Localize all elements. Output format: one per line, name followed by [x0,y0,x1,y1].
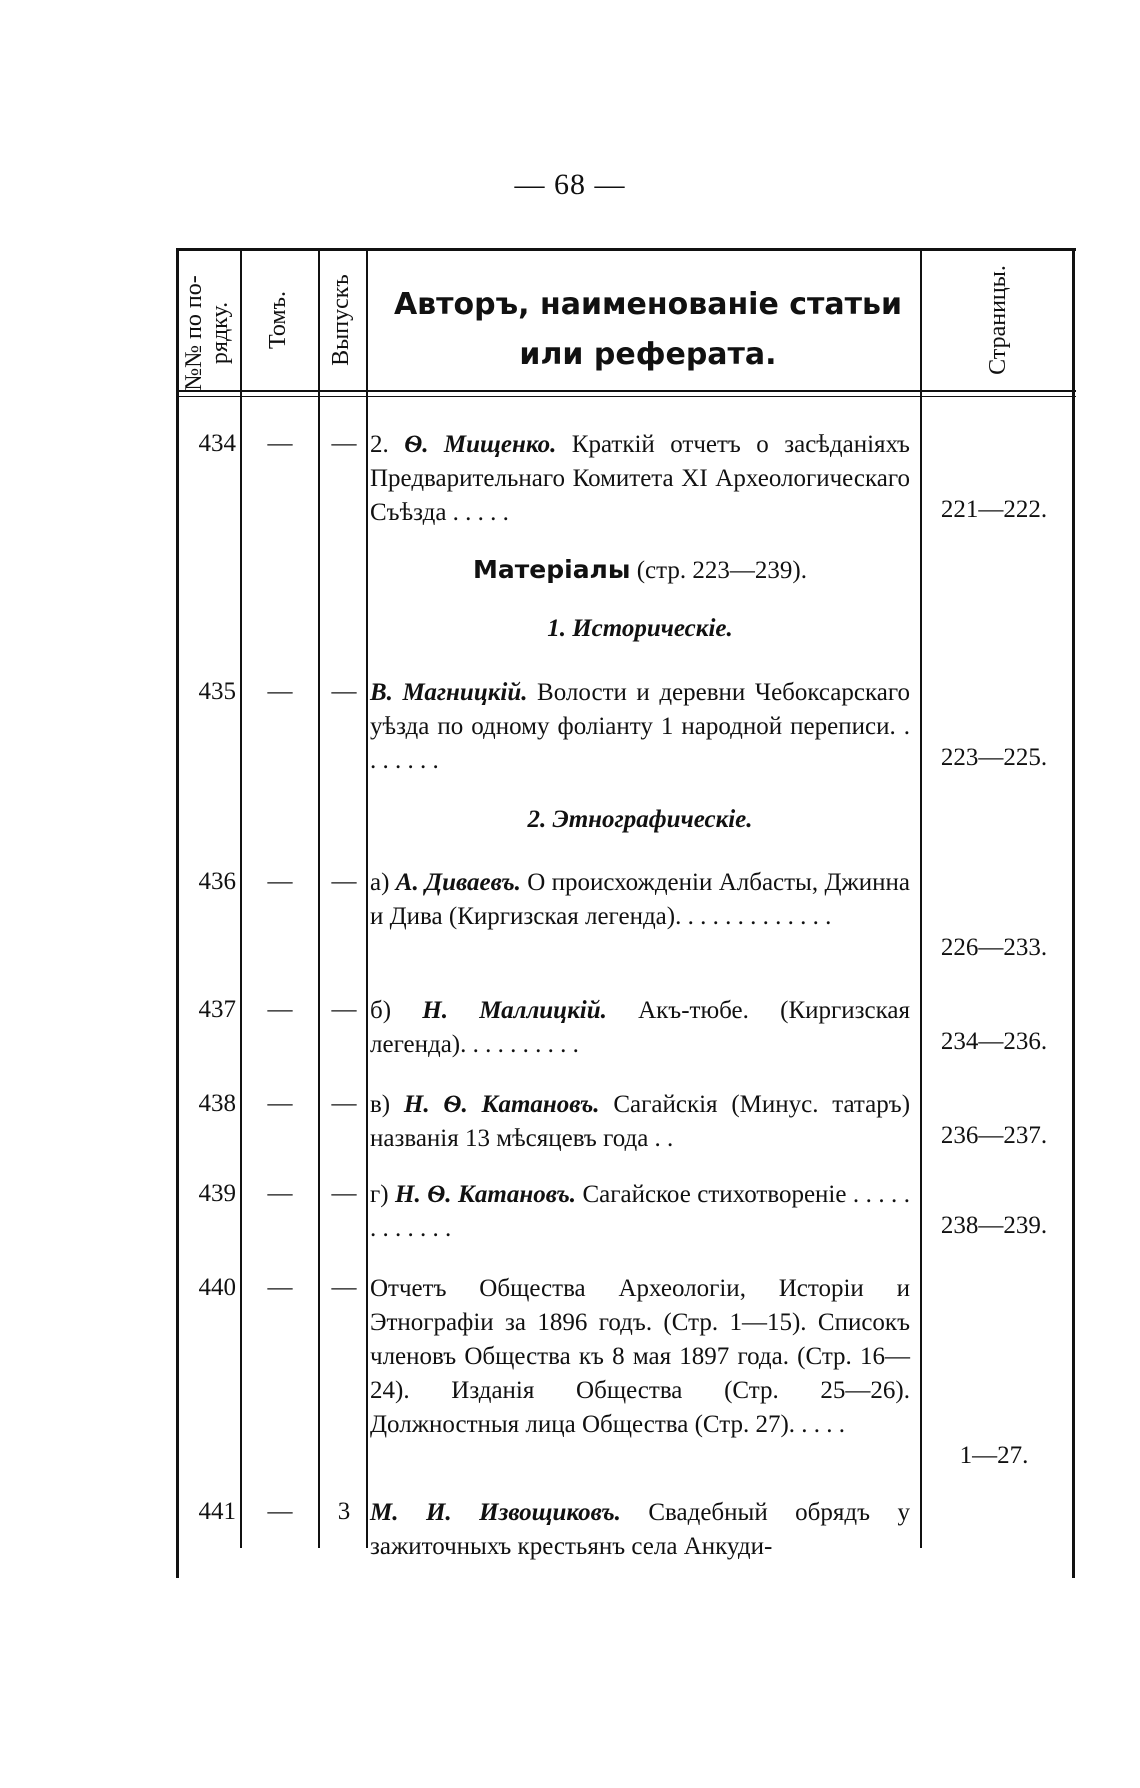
row-vypusk: — [331,1274,357,1301]
row-pages: 234—236. [940,1028,1048,1055]
row-number: 440 [198,1274,236,1301]
row-tom: — [267,1090,293,1117]
table-left-border [176,248,179,1578]
table-top-rule [176,248,1076,251]
row-description: г) Н. Ѳ. Катановъ. Сагайское стихотвореніе . . . . . . . . . . . . [370,1181,910,1242]
row-tom: — [267,430,293,457]
row-vypusk: — [331,678,357,705]
col-divider-3 [366,248,368,1548]
row-description: в) Н. Ѳ. Катановъ. Сагайскія (Минус. татаръ) названія 13 мѣсяцевъ года . . [370,1091,911,1152]
table-right-border [1072,248,1075,1578]
row-description: б) Н. Маллицкій. Акъ-тюбе. (Киргизская легенда). . . . . . . . . . [370,997,910,1058]
row-pages: 226—233. [940,934,1048,961]
col-divider-1 [240,248,242,1548]
header-col-number: №№ по по-рядку. [181,275,233,391]
row-vypusk: — [331,996,357,1023]
row-vypusk: — [331,430,357,457]
row-vypusk: — [331,868,357,895]
row-number: 441 [198,1498,236,1525]
row-description: Отчетъ Общества Археологіи, Исторіи и Этнографіи за 1896 годъ. (Стр. 1—15). Списокъ членовъ Общества къ 8 мая 1897 года. (Стр. 16—24). Изданія Общества (Стр. 25—26). Должностныя лица Общества (Стр. 27). . . . . [370,1275,910,1438]
row-number: 437 [198,996,236,1023]
row-description: а) А. Диваевъ. О происхожденіи Албасты, Джинна и Дива (Киргизская легенда). . . . . . . . . . . . . [370,869,911,930]
row-number: 438 [198,1090,236,1117]
section-ethnographic: 2. Этнографическіе. [527,806,753,833]
row-description: М. И. Извощиковъ. Свадебный обрядъ у зажиточныхъ крестьянъ села Анкуди- [370,1499,911,1560]
row-number: 435 [198,678,236,705]
header-col-title: Авторъ, наименованіе статьи или реферата. [393,287,903,372]
row-tom: — [267,996,293,1023]
row-tom: — [267,1274,293,1301]
col-divider-4 [920,248,922,1548]
section-materials: Матеріалы (стр. 223—239). [473,555,807,584]
header-col-tom: Томъ. [265,291,291,349]
row-tom: — [267,678,293,705]
col-divider-2 [318,248,320,1548]
header-bottom-rule-2 [176,396,1076,397]
row-tom: — [267,1180,293,1207]
row-vypusk: 3 [337,1498,351,1525]
row-number: 436 [198,868,236,895]
header-bottom-rule [176,390,1076,392]
row-tom: — [267,868,293,895]
header-col-pages: Страницы. [985,265,1011,375]
row-pages: 221—222. [940,496,1048,523]
row-pages: 236—237. [940,1122,1048,1149]
row-pages: 238—239. [940,1212,1048,1239]
row-number: 434 [198,430,236,457]
row-description: В. Магницкій. Волости и деревни Чебоксарскаго уѣзда по одному фоліанту 1 народной переписи. . . . . . . . [370,679,910,774]
page-number: — 68 — [514,168,626,201]
section-historical: 1. Историческіе. [547,615,733,642]
row-tom: — [267,1498,293,1525]
row-pages: 1—27. [959,1442,1029,1469]
row-vypusk: — [331,1090,357,1117]
row-vypusk: — [331,1180,357,1207]
row-pages: 223—225. [940,744,1048,771]
header-col-vypusk: Выпускъ [328,274,354,366]
row-description: 2. Ѳ. Мищенко. Краткій отчетъ о засѣданіяхъ Предварительнаго Комитета XI Археологическаго Съѣзда . . . . . [370,431,910,526]
row-number: 439 [198,1180,236,1207]
